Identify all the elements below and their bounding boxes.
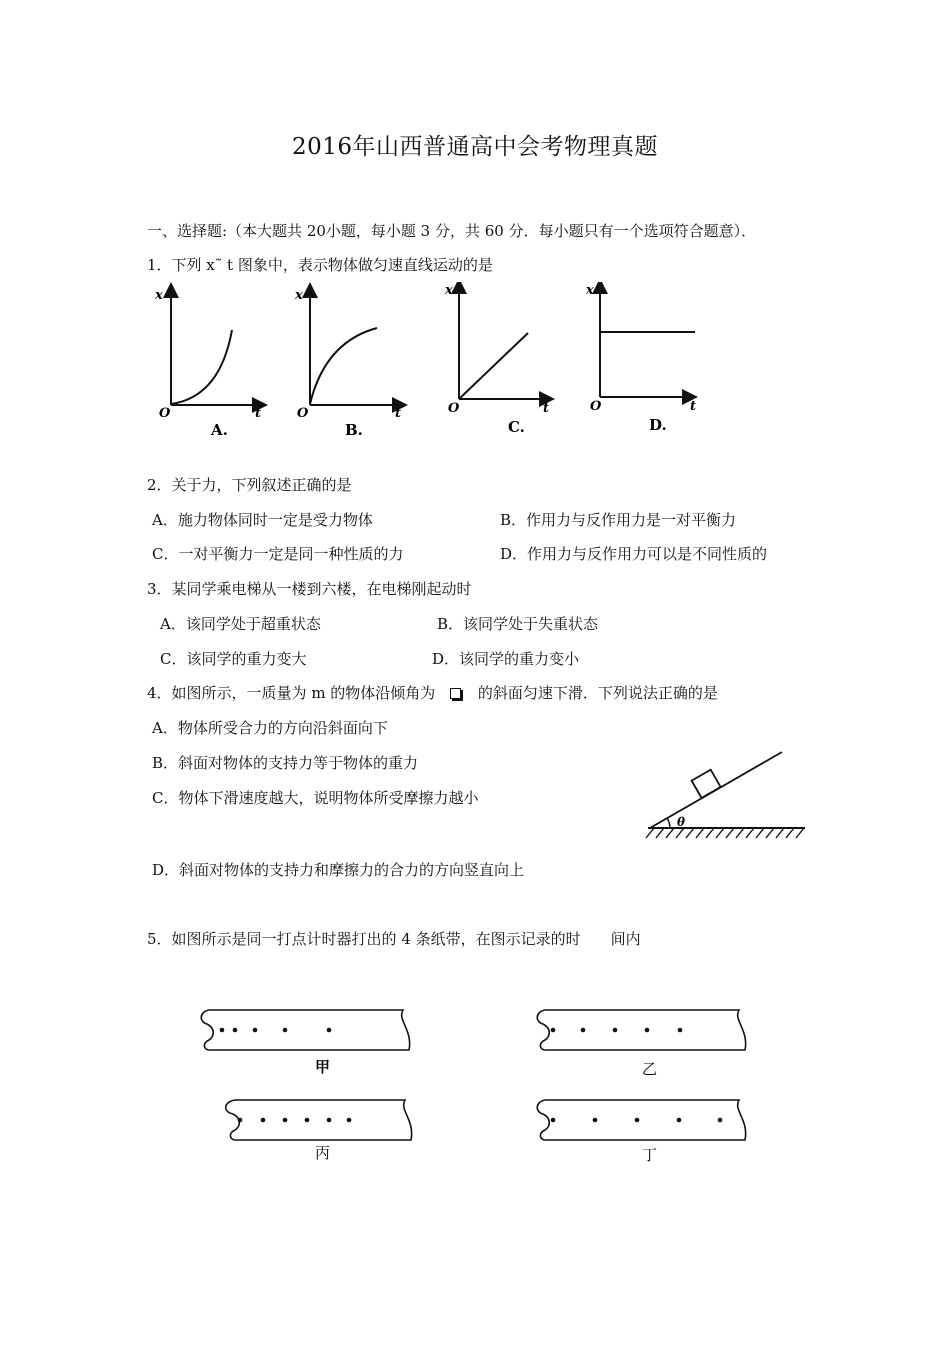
graph-b-axis-t: t — [395, 406, 402, 421]
q4-stem-after: 的斜面匀速下滑．下列说法正确的是 — [477, 684, 718, 702]
q4-stem — [147, 682, 718, 703]
q4-option-a: A．物体所受合力的方向沿斜面向下 — [152, 719, 388, 737]
tape-jia — [209, 1010, 410, 1050]
graph-b-axis-x: x — [295, 288, 303, 303]
q3-option-c: C．该同学的重力变大 — [160, 650, 307, 668]
q3-stem: 3．某同学乘电梯从一楼到六楼，在电梯刚起动时 — [147, 580, 472, 598]
q2-option-b: B．作用力与反作用力是一对平衡力 — [500, 511, 737, 529]
graph-c-label: C. — [508, 418, 525, 436]
block — [692, 770, 721, 798]
checkbox-icon — [450, 688, 461, 699]
graph-a-axis-x: x — [155, 288, 163, 303]
q4-stem-before: 4．如图所示，一质量为 m 的物体沿倾角为 — [147, 684, 436, 702]
q4-option-b: B．斜面对物体的支持力等于物体的重力 — [152, 754, 419, 772]
graph-b-label: B. — [345, 421, 363, 439]
page-title: 2016年山西普通高中会考物理真题 — [291, 134, 659, 160]
tape-label-bing: 丙 — [315, 1144, 331, 1162]
angle-label: θ — [677, 815, 686, 829]
graph-c — [444, 283, 549, 436]
q2-option-c: C．一对平衡力一定是同一种性质的力 — [152, 545, 404, 563]
graph-a-axis-t: t — [255, 406, 262, 421]
graph-d-label: D. — [649, 416, 667, 434]
tape-ding — [545, 1100, 746, 1140]
graph-d — [585, 283, 696, 434]
graph-d-origin: O — [590, 399, 602, 414]
graph-a — [154, 288, 261, 439]
q1-stem: 1．下列 x˜ t 图象中，表示物体做匀速直线运动的是 — [147, 256, 493, 274]
q2-option-a: A．施力物体同时一定是受力物体 — [152, 511, 373, 529]
q1-graphs — [145, 282, 715, 442]
graph-a-label: A. — [211, 421, 228, 439]
graph-c-axis-x: x — [445, 283, 453, 298]
graph-b — [294, 288, 401, 439]
paper-tapes — [195, 1000, 765, 1170]
tape-label-ding: 丁 — [642, 1146, 658, 1164]
q4-option-d: D．斜面对物体的支持力和摩擦力的合力的方向竖直向上 — [152, 861, 525, 879]
graph-d-axis-x: x — [586, 283, 594, 298]
tape-label-yi: 乙 — [642, 1060, 658, 1078]
section-header: 一、选择题:（本大题共 20小题，每小题 3 分，共 60 分．每小题只有一个选项符合题意）． — [147, 222, 757, 240]
graph-a-origin: O — [159, 406, 171, 421]
q2-stem: 2．关于力，下列叙述正确的是 — [147, 476, 352, 494]
q5-stem: 5．如图所示是同一打点计时器打出的 4 条纸带，在图示记录的时 间内 — [147, 930, 641, 948]
graph-b-origin: O — [297, 406, 309, 421]
q3-option-a: A．该同学处于超重状态 — [160, 615, 321, 633]
graph-d-axis-t: t — [690, 399, 697, 414]
q3-option-b: B．该同学处于失重状态 — [437, 615, 599, 633]
q2-option-d: D．作用力与反作用力可以是不同性质的 — [500, 545, 768, 563]
q3-option-d: D．该同学的重力变小 — [432, 650, 580, 668]
incline-diagram — [640, 748, 815, 848]
graph-c-axis-t: t — [543, 401, 550, 416]
tape-label-jia: 甲 — [315, 1058, 331, 1076]
q4-option-c: C．物体下滑速度越大，说明物体所受摩擦力越小 — [152, 789, 479, 807]
graph-c-origin: O — [448, 401, 460, 416]
